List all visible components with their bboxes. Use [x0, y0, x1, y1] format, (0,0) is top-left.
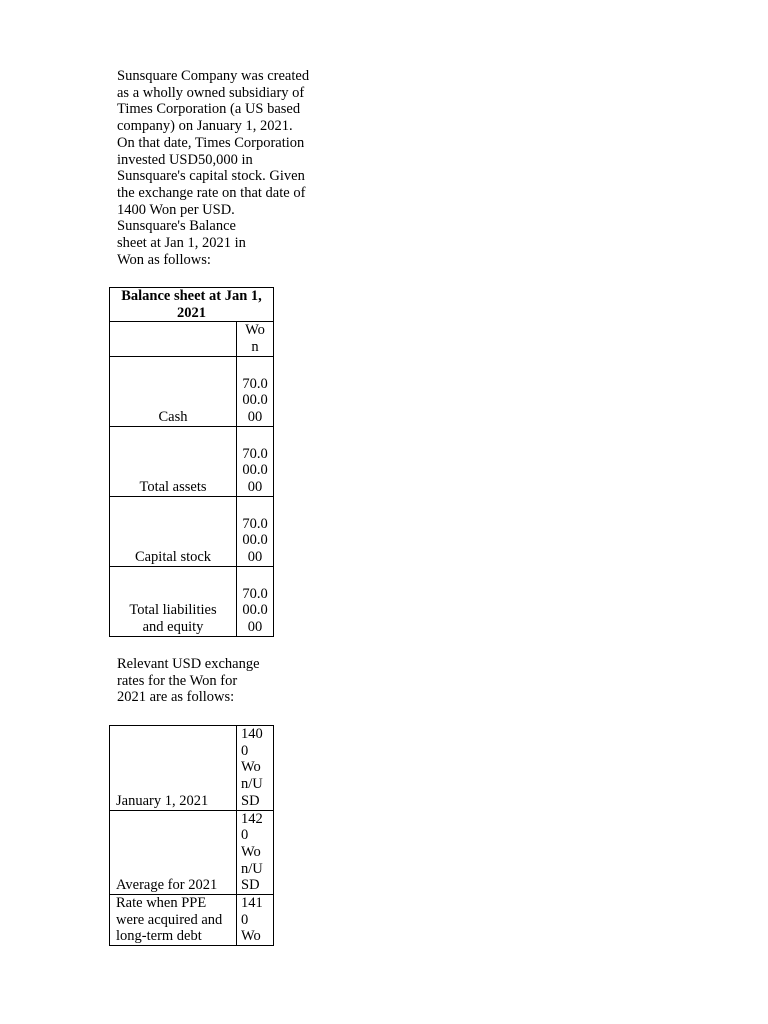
rates-intro-line: rates for the Won for — [117, 672, 238, 689]
intro-line: company) on January 1, 2021. — [117, 118, 293, 135]
row-value — [237, 356, 274, 426]
intro-line: Sunsquare Company was created — [117, 68, 310, 84]
empty-cell — [110, 322, 237, 356]
row-label-line: Total liabilities — [129, 602, 217, 619]
rate-value-line: n/U — [241, 776, 263, 793]
exchange-rates-table — [109, 725, 274, 946]
rate-value-line: 141 — [241, 895, 263, 912]
row-value-line: 70.0 — [242, 515, 268, 532]
intro-paragraph — [117, 68, 309, 268]
intro-line: Sunsquare's capital stock. Given — [117, 168, 305, 185]
intro-line: as a wholly owned subsidiary of — [117, 84, 305, 101]
balance-sheet-currency-row — [110, 322, 274, 356]
rate-label-line: were acquired and — [116, 911, 223, 928]
rate-value-line: 0 — [241, 911, 249, 928]
rate-value — [237, 810, 274, 895]
rate-value-line: Wo — [241, 928, 261, 945]
rate-value-line: Wo — [241, 759, 261, 776]
table-row — [110, 356, 274, 426]
rate-value-line: SD — [241, 792, 260, 809]
row-value — [237, 496, 274, 566]
row-label-line: Cash — [158, 409, 188, 426]
rate-value-line: 140 — [241, 726, 263, 742]
intro-line: On that date, Times Corporation — [117, 134, 305, 151]
intro-line: Times Corporation (a US based — [117, 101, 301, 118]
currency-line: n — [251, 339, 259, 356]
balance-sheet-title-line: 2021 — [177, 304, 206, 321]
rate-value — [237, 726, 274, 811]
row-value-line: 70.0 — [242, 445, 268, 462]
row-value-line: 00 — [247, 549, 263, 566]
table-row — [110, 496, 274, 566]
balance-sheet-title — [110, 288, 274, 322]
rate-label-line: Rate when PPE — [116, 895, 207, 912]
table-row — [110, 426, 274, 496]
row-value — [237, 566, 274, 636]
intro-line: the exchange rate on that date of — [117, 184, 306, 201]
rate-value-line: SD — [241, 877, 260, 894]
table-row — [110, 810, 274, 895]
rate-label-line: long-term debt — [116, 928, 202, 945]
table-row — [110, 895, 274, 946]
row-label — [110, 566, 237, 636]
intro-line: Sunsquare's Balance — [117, 218, 236, 235]
rates-intro-line: 2021 are as follows: — [117, 689, 235, 706]
balance-sheet-title-line: Balance sheet at Jan 1, — [121, 288, 262, 304]
row-label-line: and equity — [142, 619, 204, 636]
currency-label — [237, 322, 274, 356]
table-row — [110, 566, 274, 636]
row-label — [110, 356, 237, 426]
rate-label — [110, 726, 237, 811]
row-value-line: 00 — [247, 409, 263, 426]
intro-line: sheet at Jan 1, 2021 in — [117, 235, 246, 252]
row-value-line: 00.0 — [242, 602, 268, 619]
row-value-line: 70.0 — [242, 585, 268, 602]
rates-intro-paragraph — [117, 656, 260, 706]
rate-label — [110, 810, 237, 895]
rate-value-line: 142 — [241, 810, 263, 827]
balance-sheet-header-row — [110, 288, 274, 322]
row-value — [237, 426, 274, 496]
row-value-line: 00.0 — [242, 392, 268, 409]
row-value-line: 00.0 — [242, 462, 268, 479]
row-value-line: 00.0 — [242, 532, 268, 549]
row-value-line: 70.0 — [242, 375, 268, 392]
rate-value — [237, 895, 274, 946]
intro-line: Won as follows: — [117, 251, 211, 268]
balance-sheet-table — [109, 287, 274, 637]
rate-value-line: n/U — [241, 860, 263, 877]
rate-value-line: 0 — [241, 742, 249, 759]
row-label — [110, 426, 237, 496]
currency-line: Wo — [245, 322, 265, 339]
row-label-line: Total assets — [139, 479, 207, 496]
rates-intro-line: Relevant USD exchange — [117, 656, 260, 672]
row-label — [110, 496, 237, 566]
rate-label — [110, 895, 237, 946]
rate-label-line: Average for 2021 — [116, 877, 218, 894]
row-label-line: Capital stock — [134, 549, 212, 566]
intro-line: invested USD50,000 in — [117, 151, 253, 168]
intro-line: 1400 Won per USD. — [117, 201, 235, 218]
row-value-line: 00 — [247, 619, 263, 636]
row-value-line: 00 — [247, 479, 263, 496]
table-row — [110, 726, 274, 811]
rate-value-line: Wo — [241, 843, 261, 860]
rate-label-line: January 1, 2021 — [116, 792, 209, 809]
rate-value-line: 0 — [241, 827, 249, 844]
